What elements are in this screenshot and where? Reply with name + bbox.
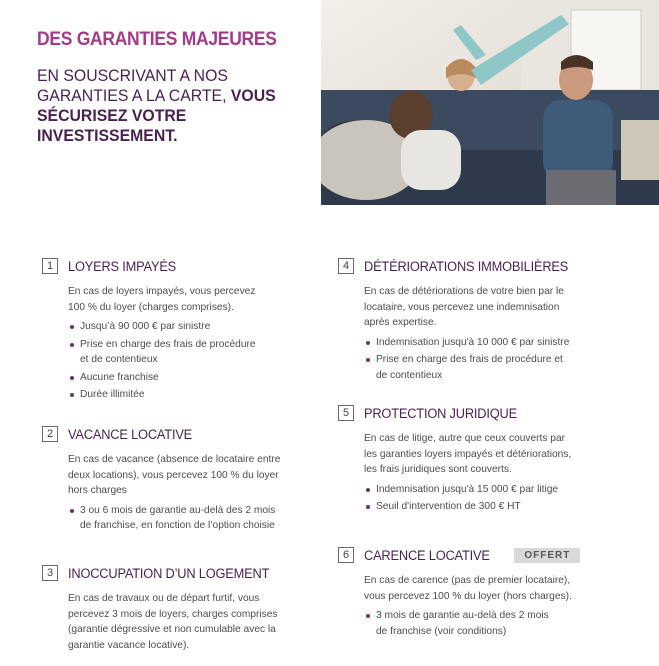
list-item: 3 mois de garantie au-delà des 2 mois de franchise (voir conditions) [364, 608, 559, 639]
section-inoccupation [42, 565, 312, 657]
section-vacance-locative [42, 426, 312, 536]
section-title: PROTECTION JURIDIQUE [364, 405, 517, 421]
section-number: 6 [338, 547, 354, 563]
list-item: Jusqu’à 90 000 € par sinistre [68, 319, 312, 335]
section-text: En cas de carence (pas de premier locataire), vous percevez 100 % du loyer (hors charges). [364, 575, 572, 602]
section-text: En cas de loyers impayés, vous percevez 100 % du loyer (charges comprises). [68, 286, 256, 313]
section-carence-locative [338, 547, 608, 641]
intro-bold: VOUS SÉCURISEZ VOTRE INVESTISSEMENT. [37, 86, 276, 145]
section-text: En cas de vacance (absence de locataire entre deux locations), vous percevez 100 % du loyer hors charges [68, 454, 281, 496]
section-number: 2 [42, 426, 58, 442]
offert-badge: OFFERT [514, 548, 580, 563]
section-title: LOYERS IMPAYÉS [68, 258, 177, 274]
family-photo [321, 0, 659, 205]
section-protection-juridique [338, 405, 608, 517]
list-item: Prise en charge des frais de procédure et de contentieux [68, 337, 258, 368]
section-title: CARENCE LOCATIVE [364, 547, 490, 563]
list-item: Prise en charge des frais de procédure et de contentieux [364, 352, 564, 383]
list-item: Durée illimitée [68, 387, 312, 403]
section-deteriorations [338, 258, 608, 385]
list-item: Aucune franchise [68, 370, 312, 386]
list-item: Seuil d'intervention de 300 € HT [364, 499, 608, 515]
section-title: INOCCUPATION D’UN LOGEMENT [68, 565, 270, 581]
list-item: Indemnisation jusqu'à 15 000 € par litige [364, 482, 608, 498]
section-number: 3 [42, 565, 58, 581]
section-number: 1 [42, 258, 58, 274]
section-text: En cas de détériorations de votre bien par le locataire, vous percevez une indemnisation après expertise. [364, 286, 564, 328]
section-number: 4 [338, 258, 354, 274]
list-item: Indemnisation jusqu'à 10 000 € par sinistre [364, 335, 608, 351]
section-loyers-impayes [42, 258, 312, 405]
section-title: VACANCE LOCATIVE [68, 426, 193, 442]
list-item: 3 ou 6 mois de garantie au-delà des 2 mois de franchise, en fonction de l’option choisie [68, 503, 283, 534]
section-number: 5 [338, 405, 354, 421]
page-title: DES GARANTIES MAJEURES [37, 29, 277, 50]
section-title: DÉTÉRIORATIONS IMMOBILIÈRES [364, 258, 569, 274]
intro-plain: EN SOUSCRIVANT A NOS GARANTIES A LA CARTE, [37, 66, 231, 105]
intro-text [37, 66, 279, 146]
section-text: En cas de litige, autre que ceux couverts par les garanties loyers impayés et détériorations, les frais juridiques sont couverts. [364, 433, 572, 475]
section-text: En cas de travaux ou de départ furtif, vous percevez 3 mois de loyers, charges comprises (garantie dégressive et non cumulable avec la garantie vacance locative). [68, 593, 278, 651]
